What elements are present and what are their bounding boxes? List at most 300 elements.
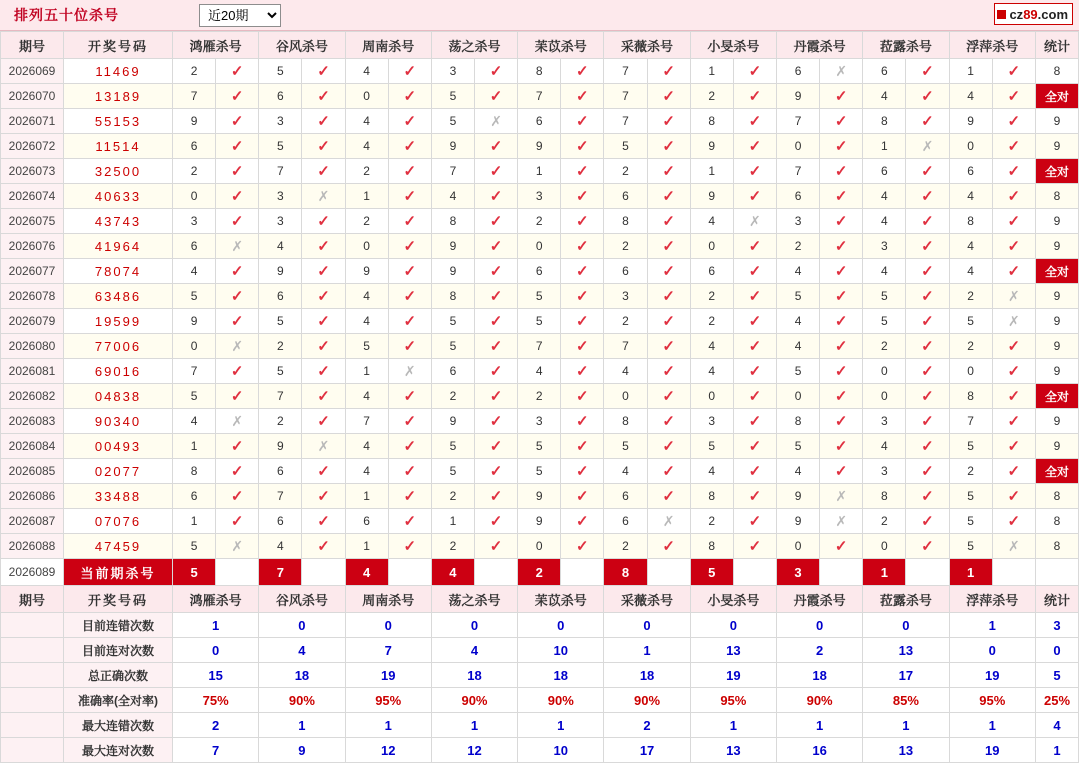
column-header: 鸿雁杀号 — [173, 32, 259, 59]
kill-number: 4 — [776, 259, 819, 284]
check-icon: ✓ — [317, 513, 330, 530]
result-mark-cell — [561, 534, 604, 559]
kill-number: 2 — [690, 309, 733, 334]
result-mark-cell — [820, 359, 863, 384]
kill-number: 9 — [431, 234, 474, 259]
check-icon: ✓ — [834, 413, 848, 430]
kill-number: 4 — [345, 59, 388, 84]
result-mark-cell — [561, 334, 604, 359]
kill-number: 2 — [604, 159, 647, 184]
kill-number: 3 — [259, 184, 302, 209]
kill-number: 9 — [173, 109, 216, 134]
result-mark-cell — [992, 359, 1035, 384]
check-icon: ✓ — [921, 288, 934, 305]
current-kill-blank — [302, 559, 345, 586]
check-icon: ✓ — [662, 463, 675, 480]
table-row — [1, 509, 1079, 534]
result-mark-cell — [302, 509, 345, 534]
check-icon: ✓ — [489, 388, 503, 405]
result-mark-cell — [474, 84, 517, 109]
column-header: 荡之杀号 — [431, 586, 517, 613]
check-icon: ✓ — [230, 388, 244, 405]
check-icon: ✓ — [317, 413, 330, 430]
result-mark-cell — [820, 459, 863, 484]
kill-number: 9 — [518, 509, 561, 534]
kill-number: 4 — [173, 409, 216, 434]
check-icon: ✓ — [576, 388, 589, 405]
check-icon: ✓ — [576, 463, 589, 480]
table-row — [1, 284, 1079, 309]
check-icon: ✓ — [921, 113, 934, 130]
kill-number: 5 — [776, 434, 819, 459]
cross-icon: ✗ — [231, 537, 244, 554]
kill-number: 7 — [173, 359, 216, 384]
result-mark-cell — [647, 284, 690, 309]
table-row — [1, 434, 1079, 459]
kill-number: 8 — [949, 384, 992, 409]
kill-number: 0 — [345, 84, 388, 109]
stats-value: 18 — [431, 663, 517, 688]
result-mark-cell — [992, 209, 1035, 234]
stats-value: 1 — [173, 613, 259, 638]
result-mark-cell — [733, 259, 776, 284]
kill-number: 7 — [259, 384, 302, 409]
draw-code: 00493 — [64, 434, 173, 459]
result-mark-cell — [302, 384, 345, 409]
check-icon: ✓ — [662, 288, 675, 305]
stats-value: 10 — [518, 738, 604, 763]
kill-number: 2 — [776, 234, 819, 259]
stats-value: 0 — [776, 613, 862, 638]
result-mark-cell — [474, 109, 517, 134]
kill-number: 9 — [259, 259, 302, 284]
check-icon: ✓ — [576, 438, 589, 455]
result-mark-cell — [733, 309, 776, 334]
kill-number: 5 — [863, 284, 906, 309]
draw-code: 47459 — [64, 534, 173, 559]
kill-number: 9 — [518, 484, 561, 509]
kill-number: 2 — [431, 534, 474, 559]
check-icon: ✓ — [403, 313, 417, 330]
kill-number: 5 — [518, 434, 561, 459]
stats-value: 19 — [949, 738, 1035, 763]
issue-number: 2026078 — [1, 284, 64, 309]
check-icon: ✓ — [317, 88, 330, 105]
stats-value: 19 — [345, 663, 431, 688]
check-icon: ✓ — [921, 263, 934, 280]
current-kill-number: 4 — [345, 559, 388, 586]
kill-number: 5 — [690, 434, 733, 459]
current-kill-blank — [820, 559, 863, 586]
stats-row — [1, 663, 1079, 688]
result-mark-cell — [906, 434, 949, 459]
kill-number: 7 — [431, 159, 474, 184]
stats-row-spacer — [1, 663, 64, 688]
check-icon: ✓ — [403, 238, 417, 255]
result-mark-cell — [216, 384, 259, 409]
check-icon: ✓ — [489, 238, 503, 255]
column-header: 谷风杀号 — [259, 32, 345, 59]
check-icon: ✓ — [489, 513, 503, 530]
row-stat: 9 — [1036, 359, 1079, 384]
kill-number: 0 — [345, 234, 388, 259]
result-mark-cell — [216, 84, 259, 109]
kill-number: 9 — [173, 309, 216, 334]
issue-number: 2026072 — [1, 134, 64, 159]
issue-number: 2026084 — [1, 434, 64, 459]
result-mark-cell — [820, 209, 863, 234]
column-header: 菈露杀号 — [863, 32, 949, 59]
cross-icon: ✗ — [231, 412, 244, 429]
kill-number: 5 — [776, 284, 819, 309]
kill-number: 9 — [690, 184, 733, 209]
table-row — [1, 209, 1079, 234]
kill-number: 1 — [345, 534, 388, 559]
result-mark-cell — [992, 159, 1035, 184]
kill-number: 6 — [776, 184, 819, 209]
kill-number: 5 — [604, 434, 647, 459]
kill-number: 4 — [345, 434, 388, 459]
check-icon: ✓ — [748, 338, 762, 355]
result-mark-cell — [820, 59, 863, 84]
stats-total: 0 — [1036, 638, 1079, 663]
row-stat: 9 — [1036, 334, 1079, 359]
all-correct-badge: 全对 — [1036, 159, 1079, 184]
kill-number: 8 — [690, 109, 733, 134]
stats-row-label: 目前连错次数 — [64, 613, 173, 638]
kill-number: 4 — [345, 134, 388, 159]
check-icon: ✓ — [576, 138, 589, 155]
kill-number: 0 — [949, 359, 992, 384]
kill-number: 4 — [431, 184, 474, 209]
check-icon: ✓ — [489, 63, 503, 80]
check-icon: ✓ — [921, 438, 934, 455]
check-icon: ✓ — [1007, 338, 1021, 355]
result-mark-cell — [647, 159, 690, 184]
kill-number: 5 — [345, 334, 388, 359]
current-kill-number: 5 — [173, 559, 216, 586]
kill-number: 5 — [949, 534, 992, 559]
stats-row-label: 目前连对次数 — [64, 638, 173, 663]
result-mark-cell — [561, 484, 604, 509]
kill-number: 1 — [431, 509, 474, 534]
cross-icon: ✗ — [490, 112, 502, 129]
check-icon: ✓ — [834, 113, 848, 130]
kill-number: 9 — [431, 134, 474, 159]
kill-number: 6 — [690, 259, 733, 284]
result-mark-cell — [216, 534, 259, 559]
result-mark-cell — [388, 309, 431, 334]
stats-value: 4 — [259, 638, 345, 663]
check-icon: ✓ — [662, 488, 675, 505]
kill-number: 1 — [345, 359, 388, 384]
check-icon: ✓ — [489, 138, 503, 155]
check-icon: ✓ — [1007, 213, 1021, 230]
kill-number: 5 — [431, 309, 474, 334]
kill-number: 5 — [863, 309, 906, 334]
kill-number: 6 — [604, 184, 647, 209]
result-mark-cell — [820, 409, 863, 434]
result-mark-cell — [733, 159, 776, 184]
cross-icon: ✗ — [317, 187, 330, 204]
result-mark-cell — [388, 159, 431, 184]
stats-value: 1 — [690, 713, 776, 738]
result-mark-cell — [388, 409, 431, 434]
result-mark-cell — [302, 59, 345, 84]
kill-number: 6 — [518, 259, 561, 284]
check-icon: ✓ — [403, 463, 417, 480]
stats-value: 90% — [259, 688, 345, 713]
current-period-label: 当前期杀号 — [64, 559, 173, 586]
table-row — [1, 484, 1079, 509]
table-row — [1, 234, 1079, 259]
row-stat: 9 — [1036, 134, 1079, 159]
check-icon: ✓ — [317, 163, 330, 180]
check-icon: ✓ — [834, 188, 848, 205]
check-icon: ✓ — [921, 363, 934, 380]
kill-number: 7 — [173, 84, 216, 109]
check-icon: ✓ — [748, 138, 762, 155]
check-icon: ✓ — [748, 288, 762, 305]
stats-value: 1 — [345, 713, 431, 738]
check-icon: ✓ — [230, 138, 244, 155]
row-stat: 9 — [1036, 309, 1079, 334]
result-mark-cell — [561, 434, 604, 459]
result-mark-cell — [474, 234, 517, 259]
stats-value: 0 — [345, 613, 431, 638]
column-header: 苿苡杀号 — [518, 586, 604, 613]
result-mark-cell — [216, 259, 259, 284]
check-icon: ✓ — [576, 513, 589, 530]
result-mark-cell — [388, 384, 431, 409]
issue-number: 2026071 — [1, 109, 64, 134]
result-mark-cell — [733, 509, 776, 534]
row-stat: 8 — [1036, 509, 1079, 534]
result-mark-cell — [647, 84, 690, 109]
column-header: 期号 — [1, 586, 64, 613]
draw-code: 78074 — [64, 259, 173, 284]
check-icon: ✓ — [662, 63, 675, 80]
stats-value: 0 — [518, 613, 604, 638]
kill-number: 6 — [604, 484, 647, 509]
check-icon: ✓ — [317, 288, 330, 305]
check-icon: ✓ — [317, 63, 330, 80]
cross-icon: ✗ — [835, 487, 848, 504]
all-correct-badge: 全对 — [1036, 459, 1079, 484]
kill-number: 0 — [518, 234, 561, 259]
check-icon: ✓ — [489, 463, 503, 480]
period-select[interactable] — [199, 4, 281, 27]
result-mark-cell — [992, 309, 1035, 334]
check-icon: ✓ — [576, 63, 589, 80]
check-icon: ✓ — [1007, 113, 1021, 130]
result-mark-cell — [561, 284, 604, 309]
stats-value: 13 — [863, 638, 949, 663]
stats-value: 90% — [518, 688, 604, 713]
result-mark-cell — [388, 109, 431, 134]
check-icon: ✓ — [1007, 463, 1021, 480]
check-icon: ✓ — [921, 313, 934, 330]
stats-value: 13 — [690, 638, 776, 663]
kill-number: 8 — [173, 459, 216, 484]
result-mark-cell — [216, 484, 259, 509]
current-kill-blank — [388, 559, 431, 586]
stats-value: 18 — [604, 663, 690, 688]
kill-number: 8 — [776, 409, 819, 434]
stats-value: 7 — [345, 638, 431, 663]
check-icon: ✓ — [489, 488, 503, 505]
current-kill-blank — [474, 559, 517, 586]
check-icon: ✓ — [921, 213, 934, 230]
check-icon: ✓ — [230, 113, 244, 130]
result-mark-cell — [474, 359, 517, 384]
check-icon: ✓ — [489, 313, 503, 330]
result-mark-cell — [733, 84, 776, 109]
stats-value: 1 — [604, 638, 690, 663]
check-icon: ✓ — [748, 63, 762, 80]
cross-icon: ✗ — [231, 337, 244, 354]
check-icon: ✓ — [576, 113, 589, 130]
stats-row — [1, 688, 1079, 713]
stats-value: 0 — [259, 613, 345, 638]
stats-row-label: 最大连对次数 — [64, 738, 173, 763]
kill-number: 6 — [259, 284, 302, 309]
result-mark-cell — [302, 209, 345, 234]
kill-number: 5 — [259, 59, 302, 84]
kill-number: 5 — [518, 459, 561, 484]
kill-number: 5 — [949, 484, 992, 509]
check-icon: ✓ — [576, 88, 589, 105]
result-mark-cell — [647, 509, 690, 534]
stats-value: 1 — [518, 713, 604, 738]
draw-code: 04838 — [64, 384, 173, 409]
column-header: 采薇杀号 — [604, 32, 690, 59]
cross-icon: ✗ — [662, 512, 675, 529]
stats-value: 85% — [863, 688, 949, 713]
result-mark-cell — [561, 259, 604, 284]
issue-number: 2026083 — [1, 409, 64, 434]
check-icon: ✓ — [834, 388, 848, 405]
kill-number: 4 — [863, 209, 906, 234]
result-mark-cell — [561, 309, 604, 334]
kill-number: 4 — [690, 209, 733, 234]
check-icon: ✓ — [576, 363, 589, 380]
result-mark-cell — [733, 284, 776, 309]
check-icon: ✓ — [230, 313, 244, 330]
result-mark-cell — [302, 259, 345, 284]
column-header: 开奖号码 — [64, 586, 173, 613]
stats-value: 12 — [431, 738, 517, 763]
kill-number: 6 — [173, 484, 216, 509]
stats-value: 0 — [690, 613, 776, 638]
stats-value: 7 — [173, 738, 259, 763]
draw-code: 11469 — [64, 59, 173, 84]
stats-value: 4 — [431, 638, 517, 663]
stats-value: 18 — [259, 663, 345, 688]
current-kill-blank — [733, 559, 776, 586]
issue-number: 2026079 — [1, 309, 64, 334]
check-icon: ✓ — [230, 488, 244, 505]
result-mark-cell — [302, 359, 345, 384]
kill-number: 3 — [604, 284, 647, 309]
check-icon: ✓ — [662, 88, 675, 105]
result-mark-cell — [216, 309, 259, 334]
result-mark-cell — [388, 284, 431, 309]
result-mark-cell — [561, 209, 604, 234]
check-icon: ✓ — [921, 188, 934, 205]
logo-square-icon — [997, 10, 1006, 19]
check-icon: ✓ — [834, 88, 848, 105]
check-icon: ✓ — [576, 163, 589, 180]
row-stat: 9 — [1036, 234, 1079, 259]
result-mark-cell — [992, 134, 1035, 159]
check-icon: ✓ — [1007, 188, 1021, 205]
result-mark-cell — [733, 484, 776, 509]
current-kill-number: 1 — [863, 559, 906, 586]
check-icon: ✓ — [403, 63, 417, 80]
current-period-row — [1, 559, 1079, 586]
cross-icon: ✗ — [317, 437, 330, 454]
issue-number: 2026075 — [1, 209, 64, 234]
page-title: 排列五十位杀号 — [14, 7, 119, 23]
result-mark-cell — [906, 84, 949, 109]
stats-value: 16 — [776, 738, 862, 763]
result-mark-cell — [992, 109, 1035, 134]
kill-number-table — [0, 31, 1079, 763]
result-mark-cell — [388, 209, 431, 234]
stats-row-label: 最大连错次数 — [64, 713, 173, 738]
result-mark-cell — [906, 184, 949, 209]
stats-total: 4 — [1036, 713, 1079, 738]
kill-number: 4 — [949, 184, 992, 209]
result-mark-cell — [474, 409, 517, 434]
stats-value: 19 — [949, 663, 1035, 688]
kill-number: 5 — [173, 384, 216, 409]
page-header — [0, 0, 1079, 31]
check-icon: ✓ — [1007, 88, 1021, 105]
kill-number: 4 — [345, 109, 388, 134]
check-icon: ✓ — [489, 163, 503, 180]
kill-number: 1 — [863, 134, 906, 159]
draw-code: 33488 — [64, 484, 173, 509]
stats-row — [1, 738, 1079, 763]
check-icon: ✓ — [489, 188, 503, 205]
stats-value: 1 — [776, 713, 862, 738]
check-icon: ✓ — [834, 163, 848, 180]
kill-number: 6 — [776, 59, 819, 84]
check-icon: ✓ — [1007, 413, 1021, 430]
table-row — [1, 334, 1079, 359]
check-icon: ✓ — [317, 213, 330, 230]
result-mark-cell — [820, 184, 863, 209]
stats-row-spacer — [1, 738, 64, 763]
check-icon: ✓ — [403, 438, 417, 455]
kill-number: 3 — [518, 184, 561, 209]
kill-number: 3 — [690, 409, 733, 434]
check-icon: ✓ — [662, 188, 675, 205]
result-mark-cell — [733, 109, 776, 134]
result-mark-cell — [302, 434, 345, 459]
result-mark-cell — [561, 59, 604, 84]
kill-number: 4 — [259, 234, 302, 259]
kill-number: 9 — [690, 134, 733, 159]
kill-number: 7 — [259, 484, 302, 509]
result-mark-cell — [561, 109, 604, 134]
table-row — [1, 159, 1079, 184]
stats-value: 13 — [690, 738, 776, 763]
kill-number: 2 — [345, 209, 388, 234]
result-mark-cell — [647, 234, 690, 259]
